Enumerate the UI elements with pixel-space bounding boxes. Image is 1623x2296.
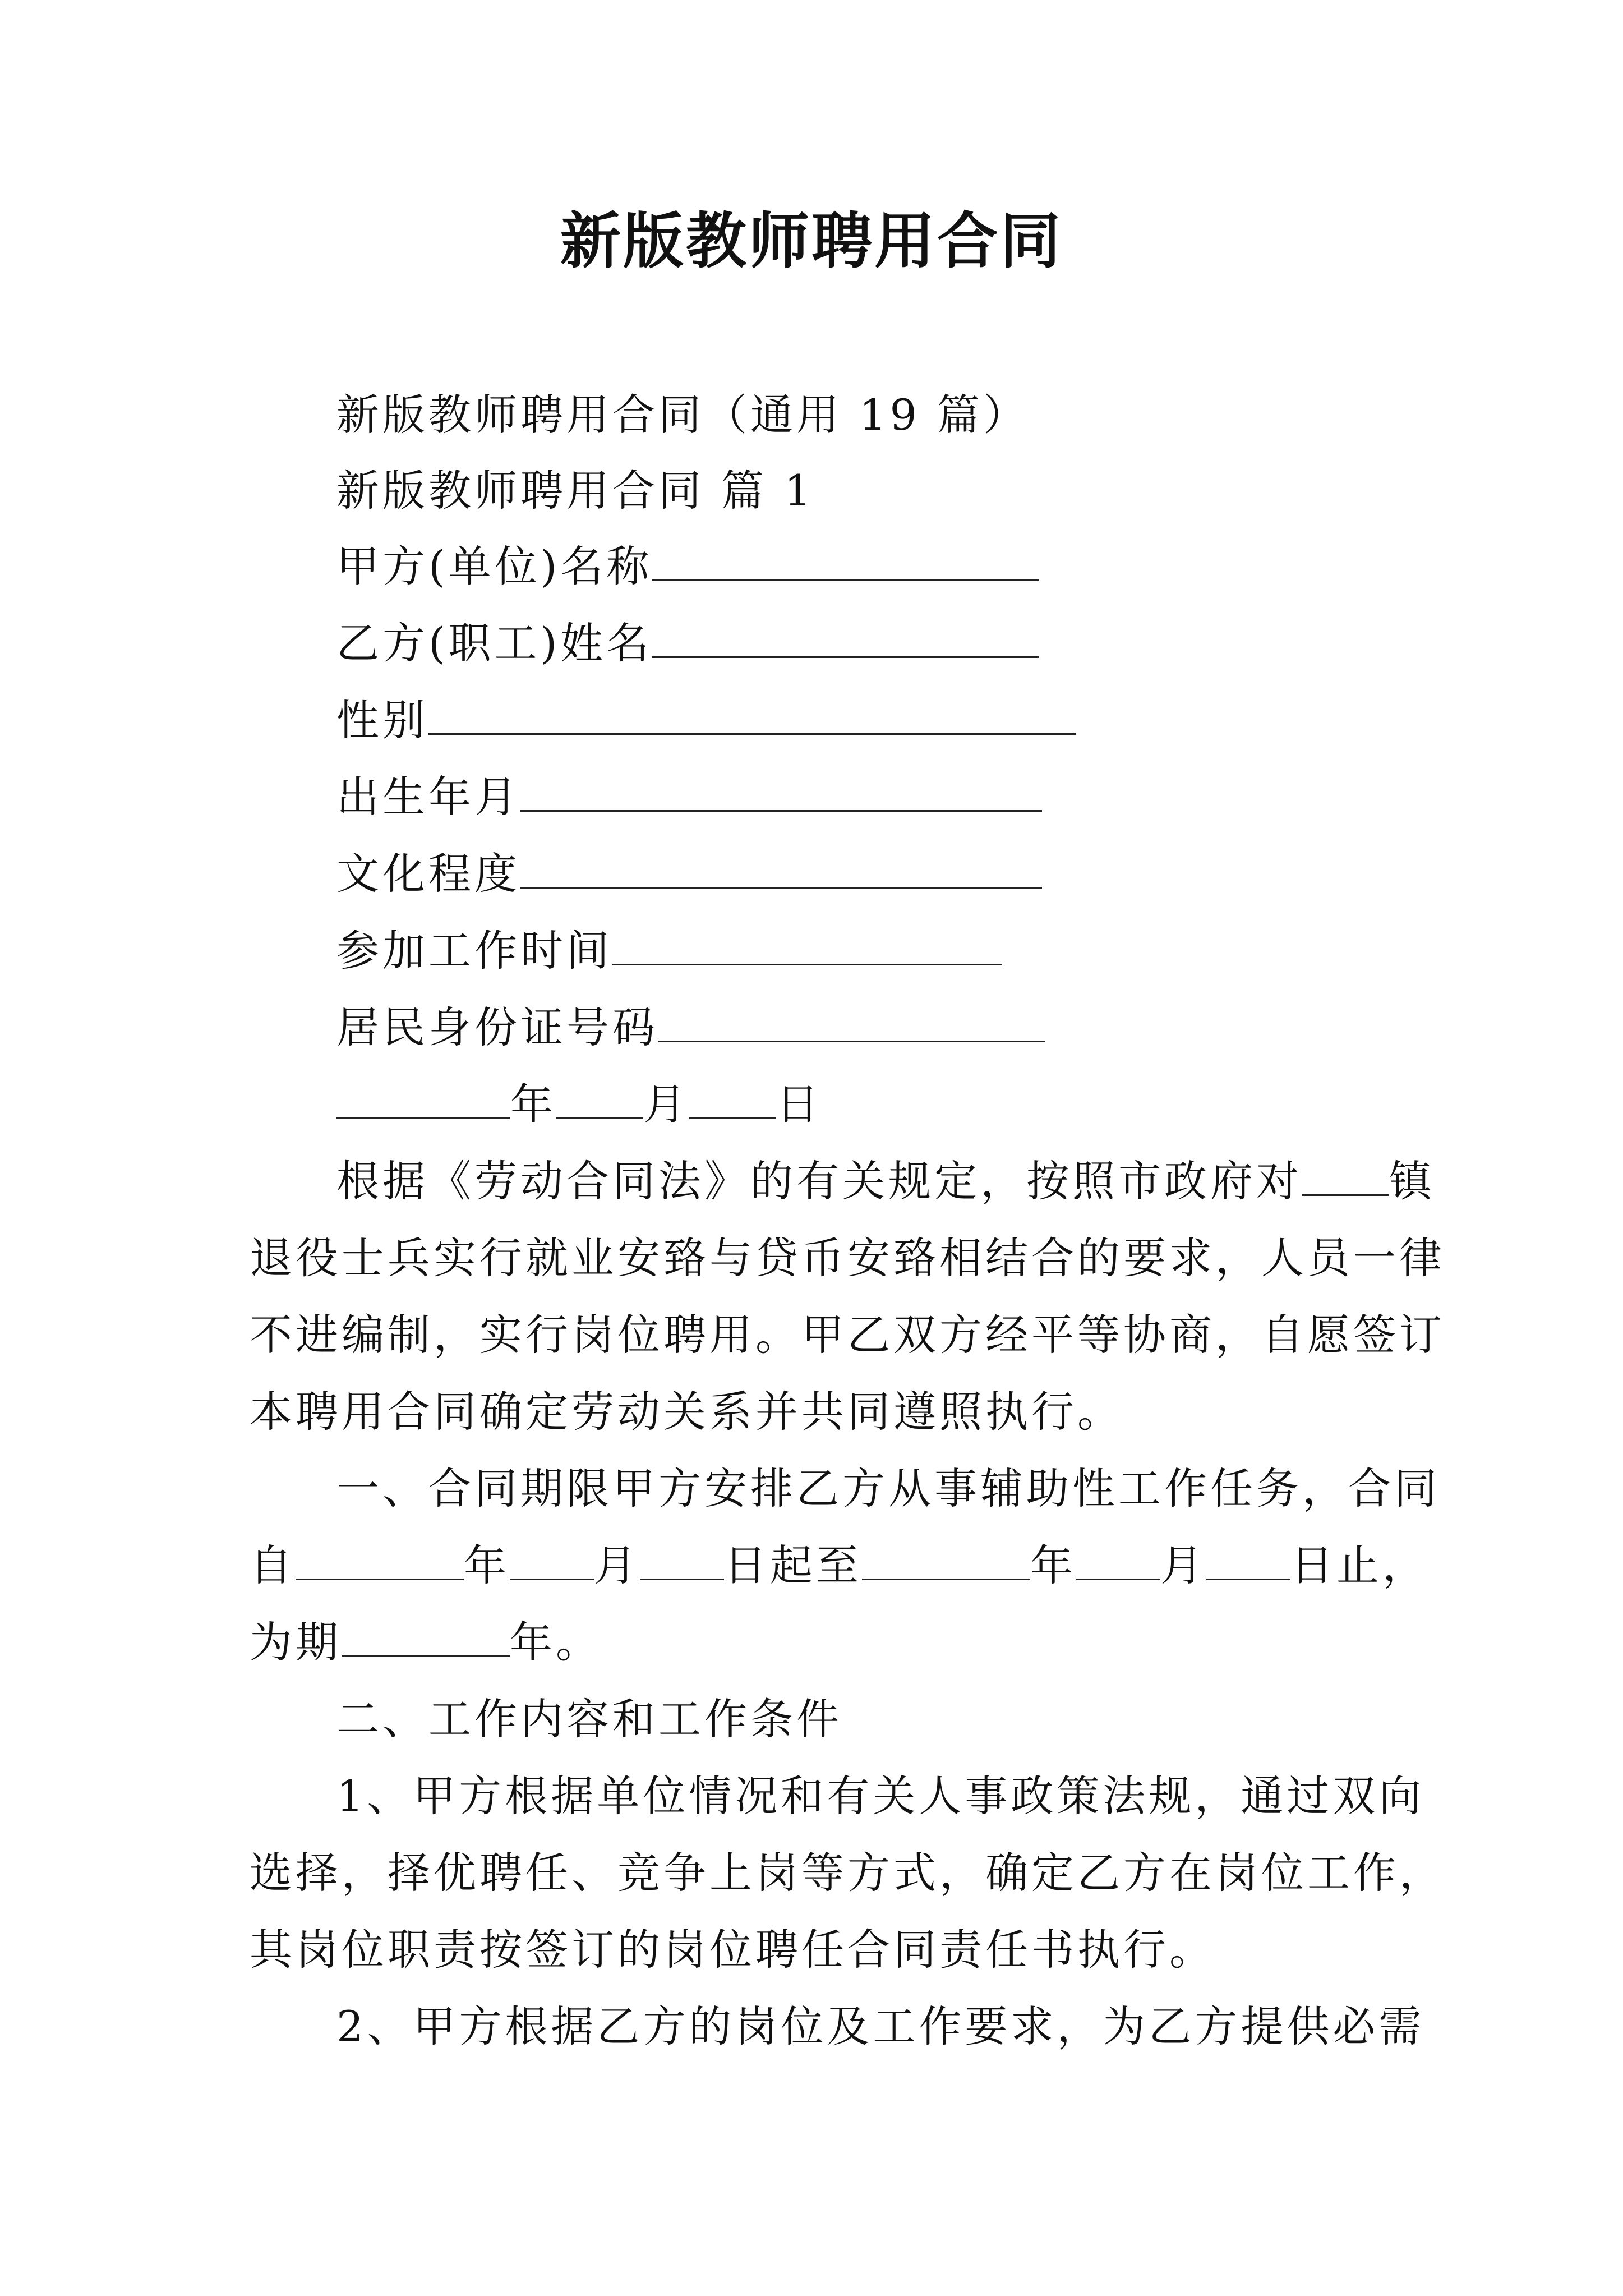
- item1-line-1: 1、甲方根据单位情况和有关人事政策法规，通过双向: [336, 1771, 1425, 1821]
- item1-line-3: 其岗位职责按签订的岗位聘任合同责任书执行。: [250, 1925, 1215, 1975]
- clause1-to-day-label: 日止，: [1290, 1540, 1428, 1590]
- date-year-label: 年: [510, 1079, 556, 1129]
- work-start-blank: [612, 928, 1002, 965]
- date-day-label: 日: [776, 1079, 822, 1129]
- education-field: [336, 846, 1042, 902]
- clause1-line-3: [250, 1614, 602, 1671]
- clause2-heading: 二、工作内容和工作条件: [336, 1694, 842, 1744]
- party-a-label: 甲方(单位)名称: [336, 541, 653, 591]
- intro-line-1: [336, 1153, 1435, 1209]
- clause1-year-label: 年: [464, 1540, 510, 1590]
- intro-line-2: 退役士兵实行就业安臵与贷币安臵相结合的要求，人员一律: [250, 1233, 1445, 1283]
- clause1-month-label: 月: [594, 1540, 640, 1590]
- id-number-field: [336, 1000, 1045, 1056]
- birth-blank: [520, 774, 1042, 812]
- party-a-blank: [652, 544, 1039, 581]
- work-start-field: [336, 923, 1002, 979]
- clause1-start-year-blank: [296, 1543, 464, 1580]
- education-blank: [520, 851, 1042, 889]
- clause1-start-day-blank: [640, 1543, 724, 1580]
- intro-line-4: 本聘用合同确定劳动关系并共同遵照执行。: [250, 1387, 1123, 1437]
- party-b-blank: [652, 620, 1039, 658]
- section-heading: 新版教师聘用合同 篇 1: [336, 466, 815, 516]
- clause1-year2-label: 年: [1030, 1540, 1076, 1590]
- intro-line-3: 不进编制，实行岗位聘用。甲乙双方经平等协商，自愿签订: [250, 1310, 1445, 1360]
- item1-line-2: 选择，择优聘任、竞争上岗等方式，确定乙方在岗位工作，: [250, 1848, 1445, 1898]
- gender-label: 性别: [336, 695, 428, 745]
- clause1-period-label: 为期: [250, 1617, 342, 1667]
- gender-field: [336, 692, 1076, 748]
- birth-field: [336, 769, 1042, 825]
- intro-text-1: 根据《劳动合同法》的有关规定，按照市政府对: [336, 1156, 1302, 1206]
- gender-blank: [428, 697, 1076, 735]
- date-year-blank: [336, 1082, 510, 1119]
- date-line: [336, 1076, 822, 1133]
- clause1-period-blank: [342, 1619, 510, 1657]
- id-number-label: 居民身份证号码: [336, 1002, 658, 1052]
- date-month-label: 月: [643, 1079, 689, 1129]
- clause1-from-label: 自: [250, 1540, 296, 1590]
- clause1-from-day-label: 日起至: [724, 1540, 862, 1590]
- party-a-field: [336, 539, 1039, 595]
- document-title: 新版教师聘用合同: [560, 206, 1063, 277]
- id-number-blank: [658, 1005, 1045, 1042]
- clause1-month2-label: 月: [1160, 1540, 1206, 1590]
- birth-label: 出生年月: [336, 772, 520, 822]
- clause1-line-1: 一、合同期限甲方安排乙方从事辅助性工作任务，合同: [336, 1464, 1440, 1513]
- clause1-start-month-blank: [510, 1543, 594, 1580]
- intro-town-suffix: 镇: [1389, 1156, 1435, 1206]
- date-day-blank: [689, 1082, 776, 1119]
- item2-line-1: 2、甲方根据乙方的岗位及工作要求，为乙方提供必需: [336, 2001, 1425, 2051]
- clause1-end-month-blank: [1076, 1543, 1160, 1580]
- intro-town-blank: [1302, 1158, 1389, 1196]
- work-start-label: 参加工作时间: [336, 926, 612, 976]
- document-subtitle: 新版教师聘用合同（通用 19 篇）: [336, 390, 1030, 440]
- clause1-period-unit: 年。: [510, 1617, 602, 1667]
- education-label: 文化程度: [336, 849, 520, 899]
- clause1-end-day-blank: [1206, 1543, 1290, 1580]
- clause1-end-year-blank: [862, 1543, 1030, 1580]
- party-b-field: [336, 615, 1039, 671]
- party-b-label: 乙方(职工)姓名: [336, 618, 653, 668]
- clause1-line-2: [250, 1538, 1428, 1594]
- date-month-blank: [556, 1082, 643, 1119]
